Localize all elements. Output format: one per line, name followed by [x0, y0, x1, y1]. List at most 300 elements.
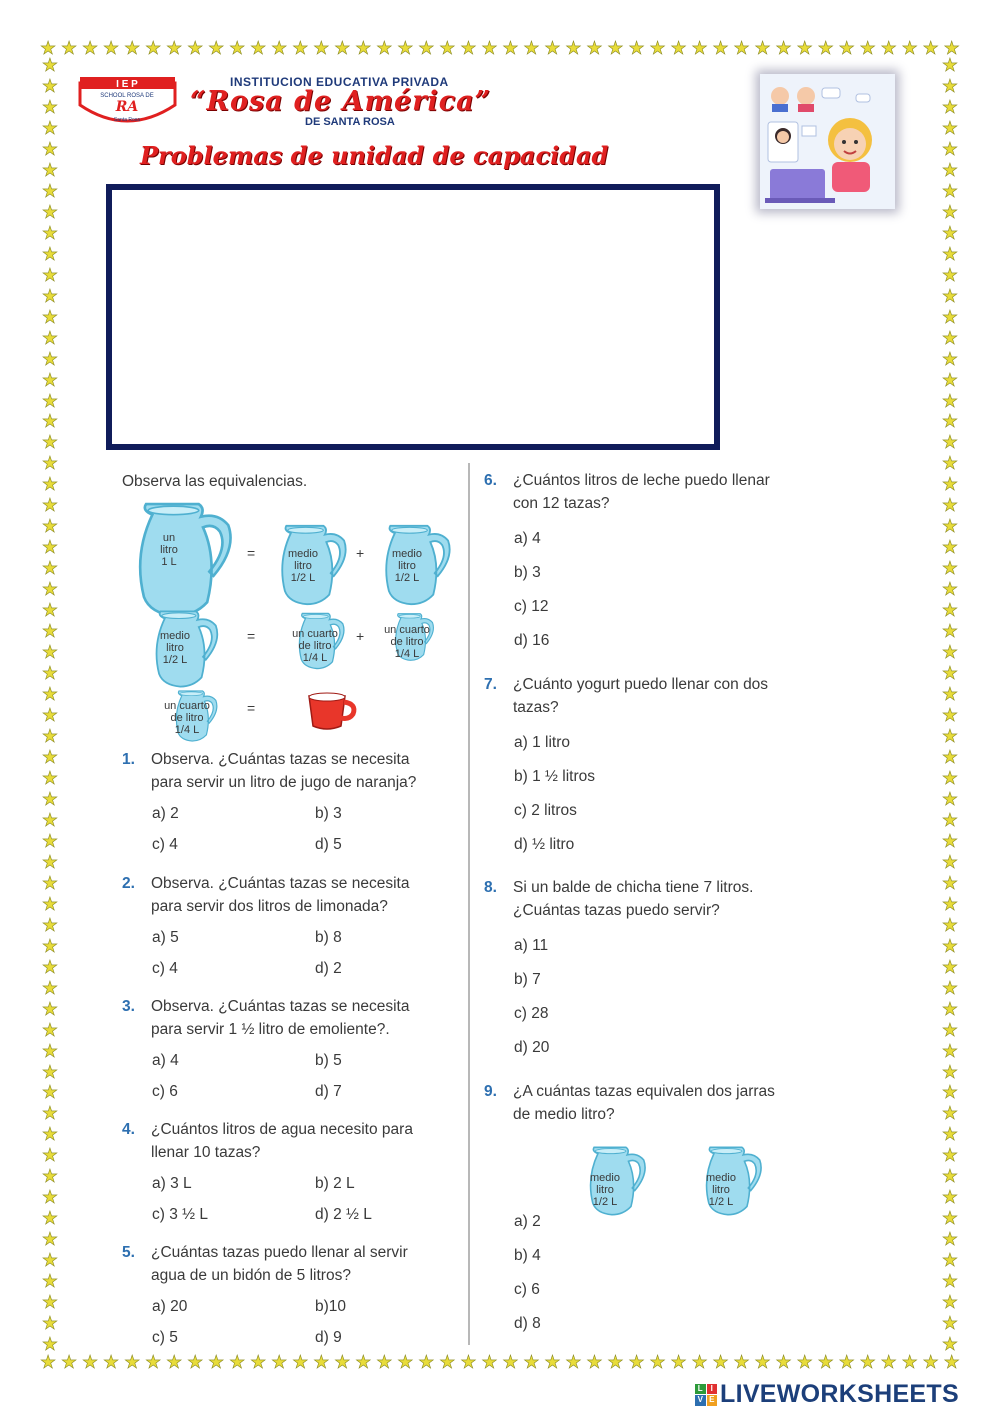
star-icon: ★ — [712, 1352, 729, 1372]
jug-label: un cuarto de litro 1/4 L — [384, 624, 430, 660]
question-number: 4. — [122, 1121, 135, 1138]
star-icon: ★ — [313, 38, 330, 58]
star-icon: ★ — [941, 872, 959, 893]
star-icon: ★ — [941, 1292, 959, 1313]
star-icon: ★ — [271, 1352, 288, 1372]
star-icon: ★ — [41, 600, 59, 621]
question-text-line: llenar 10 tazas? — [151, 1144, 261, 1161]
star-icon: ★ — [838, 1352, 855, 1372]
question-text-line: para servir dos litros de limonada? — [151, 898, 388, 915]
star-icon: ★ — [941, 998, 959, 1019]
star-icon: ★ — [796, 1352, 813, 1372]
star-icon: ★ — [502, 38, 519, 58]
star-icon: ★ — [941, 809, 959, 830]
jug-label: medio litro 1/2 L — [160, 630, 190, 666]
answer-option[interactable]: a) 1 litro — [514, 734, 570, 751]
star-icon: ★ — [41, 642, 59, 663]
star-icon: ★ — [208, 38, 225, 58]
star-icon: ★ — [41, 55, 59, 75]
question-text-line: ¿Cuántos litros de agua necesito para — [151, 1121, 413, 1138]
star-icon: ★ — [544, 38, 561, 58]
star-icon: ★ — [334, 1352, 351, 1372]
star-icon: ★ — [941, 1187, 959, 1208]
star-icon: ★ — [941, 726, 959, 746]
star-icon: ★ — [941, 956, 959, 977]
institution-label: INSTITUCION EDUCATIVA PRIVADA — [230, 75, 449, 89]
star-icon: ★ — [41, 159, 59, 180]
star-icon: ★ — [41, 348, 59, 369]
question-text-line: Si un balde de chicha tiene 7 litros. — [513, 879, 754, 896]
star-icon: ★ — [103, 1352, 120, 1372]
star-icon: ★ — [880, 38, 897, 58]
answer-option[interactable]: a) 4 — [514, 530, 541, 547]
star-icon: ★ — [922, 38, 939, 58]
question-number: 1. — [122, 751, 135, 768]
star-icon: ★ — [691, 1352, 708, 1372]
worksheet-title: Problemas de unidad de capacidad — [140, 141, 609, 170]
star-icon: ★ — [628, 38, 645, 58]
jug-label: medio litro 1/2 L — [392, 548, 422, 584]
question-text-line: agua de un bidón de 5 litros? — [151, 1267, 351, 1284]
star-icon: ★ — [607, 1352, 624, 1372]
answer-option[interactable]: b) 1 ½ litros — [514, 768, 595, 785]
answer-option[interactable]: d) 8 — [514, 1315, 541, 1332]
star-icon: ★ — [166, 1352, 183, 1372]
answer-option[interactable]: b) 3 — [514, 564, 541, 581]
star-icon: ★ — [145, 1352, 162, 1372]
star-icon: ★ — [41, 537, 59, 558]
question-number: 3. — [122, 998, 135, 1015]
star-icon: ★ — [943, 38, 960, 58]
plus-sign: + — [356, 545, 365, 561]
star-icon: ★ — [41, 998, 59, 1019]
star-icon: ★ — [41, 809, 59, 830]
answer-option[interactable]: b)10 — [315, 1298, 347, 1315]
question-text-line: para servir 1 ½ litro de emoliente?. — [151, 1021, 390, 1038]
star-icon: ★ — [712, 38, 729, 58]
star-icon: ★ — [41, 1187, 59, 1208]
star-icon: ★ — [941, 977, 959, 998]
star-icon: ★ — [41, 1313, 59, 1334]
star-icon: ★ — [41, 1271, 59, 1292]
star-icon: ★ — [586, 38, 603, 58]
star-icon: ★ — [41, 306, 59, 327]
question-number: 6. — [484, 472, 497, 489]
star-icon: ★ — [41, 558, 59, 579]
star-icon: ★ — [941, 705, 959, 726]
star-icon: ★ — [41, 432, 59, 453]
question-number: 8. — [484, 879, 497, 896]
star-icon: ★ — [941, 1313, 959, 1334]
star-icon: ★ — [941, 138, 959, 159]
red-cup-icon — [305, 692, 359, 737]
answer-option[interactable]: b) 2 L — [315, 1175, 355, 1192]
answer-option[interactable]: b) 7 — [514, 971, 541, 988]
star-icon: ★ — [41, 264, 59, 285]
star-icon: ★ — [397, 1352, 414, 1372]
star-icon: ★ — [941, 369, 959, 390]
answer-option[interactable]: c) 6 — [152, 1083, 178, 1100]
star-icon: ★ — [941, 1271, 959, 1292]
star-icon: ★ — [41, 201, 59, 222]
star-icon: ★ — [41, 893, 59, 914]
star-icon: ★ — [941, 327, 959, 348]
star-icon: ★ — [941, 495, 959, 516]
answer-option[interactable]: a) 20 — [152, 1298, 188, 1315]
star-icon: ★ — [941, 285, 959, 306]
star-icon: ★ — [271, 38, 288, 58]
star-icon: ★ — [481, 38, 498, 58]
star-icon: ★ — [40, 38, 57, 58]
star-icon: ★ — [41, 726, 59, 746]
star-icon: ★ — [941, 830, 959, 851]
media-placeholder-box[interactable] — [106, 184, 720, 450]
liveworksheets-brand[interactable] — [695, 1380, 959, 1409]
star-icon: ★ — [41, 411, 59, 432]
star-border-top — [40, 38, 960, 58]
question-text-line: ¿Cuántas tazas puedo servir? — [513, 902, 720, 919]
equals-sign: = — [247, 700, 256, 716]
observe-instruction: Observa las equivalencias. — [122, 473, 308, 490]
star-icon: ★ — [208, 1352, 225, 1372]
star-border-left — [40, 55, 60, 1355]
star-icon: ★ — [523, 38, 540, 58]
star-icon: ★ — [41, 1061, 59, 1082]
answer-option[interactable]: c) 12 — [514, 598, 549, 615]
star-icon: ★ — [941, 159, 959, 180]
star-icon: ★ — [41, 788, 59, 809]
star-icon: ★ — [41, 914, 59, 935]
star-icon: ★ — [941, 516, 959, 537]
star-icon: ★ — [607, 38, 624, 58]
star-icon: ★ — [941, 558, 959, 579]
star-icon: ★ — [41, 746, 59, 767]
star-icon: ★ — [649, 38, 666, 58]
star-icon: ★ — [187, 38, 204, 58]
question-text-line: de medio litro? — [513, 1106, 615, 1123]
star-icon: ★ — [941, 1145, 959, 1166]
star-icon: ★ — [817, 1352, 834, 1372]
star-icon: ★ — [41, 705, 59, 726]
star-icon: ★ — [41, 453, 59, 474]
star-icon: ★ — [41, 495, 59, 516]
star-icon: ★ — [941, 474, 959, 495]
star-icon: ★ — [670, 1352, 687, 1372]
star-icon: ★ — [41, 285, 59, 306]
star-icon: ★ — [941, 537, 959, 558]
question-text-line: con 12 tazas? — [513, 495, 610, 512]
answer-option[interactable]: d) 2 — [315, 960, 342, 977]
star-icon: ★ — [292, 1352, 309, 1372]
answer-option[interactable]: a) 3 L — [152, 1175, 192, 1192]
star-icon: ★ — [565, 38, 582, 58]
jug-label: medio litro 1/2 L — [288, 548, 318, 584]
answer-option[interactable]: a) 4 — [152, 1052, 179, 1069]
star-icon: ★ — [41, 369, 59, 390]
star-icon: ★ — [941, 75, 959, 96]
question-text-line: Observa. ¿Cuántas tazas se necesita — [151, 998, 410, 1015]
star-icon: ★ — [41, 956, 59, 977]
star-icon: ★ — [41, 96, 59, 117]
star-icon: ★ — [187, 1352, 204, 1372]
star-icon: ★ — [941, 1208, 959, 1229]
star-icon: ★ — [41, 977, 59, 998]
star-icon: ★ — [41, 1208, 59, 1229]
star-icon: ★ — [124, 38, 141, 58]
star-icon: ★ — [943, 1352, 960, 1372]
logo-ring-text: SCHOOL ROSA DE — [100, 93, 154, 99]
star-icon: ★ — [41, 663, 59, 684]
star-icon: ★ — [880, 1352, 897, 1372]
liveworksheets-icon: L I V E — [695, 1384, 717, 1406]
star-icon: ★ — [817, 38, 834, 58]
star-icon: ★ — [61, 1352, 78, 1372]
star-icon: ★ — [859, 1352, 876, 1372]
answer-option[interactable]: d) 5 — [315, 836, 342, 853]
star-icon: ★ — [41, 1124, 59, 1145]
star-icon: ★ — [941, 621, 959, 642]
star-icon: ★ — [941, 1229, 959, 1250]
answer-option[interactable]: b) 3 — [315, 805, 342, 822]
star-icon: ★ — [941, 600, 959, 621]
star-icon: ★ — [376, 38, 393, 58]
star-icon: ★ — [941, 1082, 959, 1103]
star-icon: ★ — [229, 38, 246, 58]
question-text-line: tazas? — [513, 699, 559, 716]
star-icon: ★ — [41, 117, 59, 138]
star-icon: ★ — [397, 38, 414, 58]
star-icon: ★ — [41, 621, 59, 642]
star-icon: ★ — [41, 1334, 59, 1355]
star-icon: ★ — [941, 746, 959, 767]
jug-label: un cuarto de litro 1/4 L — [292, 628, 338, 664]
star-icon: ★ — [941, 767, 959, 788]
star-icon: ★ — [229, 1352, 246, 1372]
star-icon: ★ — [941, 117, 959, 138]
answer-option[interactable]: b) 4 — [514, 1247, 541, 1264]
answer-option[interactable]: a) 11 — [514, 937, 549, 954]
star-icon: ★ — [565, 1352, 582, 1372]
star-icon: ★ — [754, 1352, 771, 1372]
star-icon: ★ — [41, 243, 59, 264]
answer-option[interactable]: d) 9 — [315, 1329, 342, 1346]
star-icon: ★ — [941, 642, 959, 663]
equals-sign: = — [247, 545, 256, 561]
star-icon: ★ — [941, 935, 959, 956]
star-icon: ★ — [481, 1352, 498, 1372]
star-icon: ★ — [376, 1352, 393, 1372]
answer-option[interactable]: d) 2 ½ L — [315, 1206, 372, 1223]
star-icon: ★ — [41, 579, 59, 600]
star-icon: ★ — [41, 1229, 59, 1250]
star-icon: ★ — [460, 38, 477, 58]
star-icon: ★ — [166, 38, 183, 58]
star-icon: ★ — [901, 38, 918, 58]
star-icon: ★ — [941, 348, 959, 369]
star-icon: ★ — [41, 872, 59, 893]
question-text-line: ¿Cuánto yogurt puedo llenar con dos — [513, 676, 769, 693]
answer-option[interactable]: c) 5 — [152, 1329, 178, 1346]
jug-label: un cuarto de litro 1/4 L — [164, 700, 210, 736]
answer-option[interactable]: a) 2 — [514, 1213, 541, 1230]
answer-option[interactable]: a) 2 — [152, 805, 179, 822]
star-icon: ★ — [41, 1082, 59, 1103]
star-icon: ★ — [941, 684, 959, 705]
star-icon: ★ — [941, 1334, 959, 1355]
star-icon: ★ — [250, 38, 267, 58]
answer-option[interactable]: c) 4 — [152, 836, 178, 853]
answer-option[interactable]: c) 2 litros — [514, 802, 577, 819]
star-icon: ★ — [41, 935, 59, 956]
logo-initials: RA — [115, 99, 139, 115]
star-icon: ★ — [61, 38, 78, 58]
star-icon: ★ — [41, 1166, 59, 1187]
logo-top-text: I E P — [116, 79, 138, 90]
star-icon: ★ — [941, 663, 959, 684]
star-icon: ★ — [838, 38, 855, 58]
star-icon: ★ — [941, 1166, 959, 1187]
jug-label: medio litro 1/2 L — [590, 1172, 620, 1208]
question-text-line: ¿Cuántos litros de leche puedo llenar — [513, 472, 770, 489]
star-icon: ★ — [41, 1292, 59, 1313]
question-text-line: Observa. ¿Cuántas tazas se necesita — [151, 751, 410, 768]
answer-option[interactable]: b) 5 — [315, 1052, 342, 1069]
star-icon: ★ — [41, 75, 59, 96]
star-icon: ★ — [922, 1352, 939, 1372]
question-number: 2. — [122, 875, 135, 892]
star-icon: ★ — [941, 1019, 959, 1040]
star-icon: ★ — [460, 1352, 477, 1372]
star-icon: ★ — [649, 1352, 666, 1372]
star-icon: ★ — [41, 830, 59, 851]
answer-option[interactable]: d) 20 — [514, 1039, 550, 1056]
star-icon: ★ — [41, 138, 59, 159]
star-icon: ★ — [628, 1352, 645, 1372]
star-icon: ★ — [941, 453, 959, 474]
star-icon: ★ — [941, 243, 959, 264]
answer-option[interactable]: c) 6 — [514, 1281, 540, 1298]
question-text-line: ¿A cuántas tazas equivalen dos jarras — [513, 1083, 775, 1100]
star-icon: ★ — [941, 1124, 959, 1145]
logo-bottom-text: Santa Rosa — [113, 117, 141, 123]
star-icon: ★ — [41, 222, 59, 243]
answer-option[interactable]: c) 4 — [152, 960, 178, 977]
star-icon: ★ — [292, 38, 309, 58]
star-icon: ★ — [523, 1352, 540, 1372]
location-label: DE SANTA ROSA — [305, 116, 395, 128]
plus-sign: + — [356, 628, 365, 644]
star-icon: ★ — [82, 1352, 99, 1372]
star-icon: ★ — [733, 1352, 750, 1372]
star-icon: ★ — [41, 327, 59, 348]
star-icon: ★ — [941, 201, 959, 222]
star-icon: ★ — [941, 411, 959, 432]
answer-option[interactable]: c) 3 ½ L — [152, 1206, 208, 1223]
star-icon: ★ — [941, 893, 959, 914]
star-icon: ★ — [124, 1352, 141, 1372]
star-icon: ★ — [691, 38, 708, 58]
star-icon: ★ — [41, 1250, 59, 1271]
star-icon: ★ — [41, 474, 59, 495]
column-divider — [468, 463, 470, 1345]
star-icon: ★ — [502, 1352, 519, 1372]
star-icon: ★ — [941, 390, 959, 411]
star-icon: ★ — [775, 1352, 792, 1372]
star-icon: ★ — [941, 55, 959, 75]
star-icon: ★ — [41, 1145, 59, 1166]
star-border-bottom — [40, 1352, 960, 1372]
star-icon: ★ — [941, 432, 959, 453]
star-icon: ★ — [941, 264, 959, 285]
star-icon: ★ — [670, 38, 687, 58]
star-icon: ★ — [355, 1352, 372, 1372]
star-icon: ★ — [103, 38, 120, 58]
school-name: “Rosa de América” — [190, 86, 492, 117]
star-icon: ★ — [40, 1352, 57, 1372]
star-icon: ★ — [941, 96, 959, 117]
star-icon: ★ — [418, 1352, 435, 1372]
question-text-line: para servir un litro de jugo de naranja? — [151, 774, 417, 791]
star-icon: ★ — [859, 38, 876, 58]
star-icon: ★ — [754, 38, 771, 58]
star-icon: ★ — [250, 1352, 267, 1372]
star-icon: ★ — [313, 1352, 330, 1372]
star-icon: ★ — [439, 1352, 456, 1372]
equals-sign: = — [247, 628, 256, 644]
answer-option[interactable]: a) 5 — [152, 929, 179, 946]
star-icon: ★ — [796, 38, 813, 58]
star-icon: ★ — [941, 180, 959, 201]
star-icon: ★ — [941, 788, 959, 809]
star-icon: ★ — [41, 1040, 59, 1061]
star-icon: ★ — [941, 579, 959, 600]
star-icon: ★ — [733, 38, 750, 58]
star-icon: ★ — [82, 38, 99, 58]
question-number: 9. — [484, 1083, 497, 1100]
jug-label: un litro 1 L — [160, 532, 178, 568]
star-icon: ★ — [901, 1352, 918, 1372]
answer-option[interactable]: b) 8 — [315, 929, 342, 946]
answer-option[interactable]: d) 7 — [315, 1083, 342, 1100]
star-icon: ★ — [145, 38, 162, 58]
jug-label: medio litro 1/2 L — [706, 1172, 736, 1208]
star-icon: ★ — [941, 851, 959, 872]
star-icon: ★ — [418, 38, 435, 58]
star-icon: ★ — [41, 851, 59, 872]
star-icon: ★ — [41, 516, 59, 537]
star-icon: ★ — [941, 306, 959, 327]
star-icon: ★ — [941, 1250, 959, 1271]
star-icon: ★ — [41, 390, 59, 411]
star-icon: ★ — [355, 38, 372, 58]
answer-option[interactable]: d) ½ litro — [514, 836, 575, 853]
star-icon: ★ — [941, 1103, 959, 1124]
star-icon: ★ — [941, 1040, 959, 1061]
star-icon: ★ — [41, 684, 59, 705]
school-logo — [75, 75, 180, 130]
star-icon: ★ — [775, 38, 792, 58]
online-class-illustration — [760, 74, 895, 209]
answer-option[interactable]: d) 16 — [514, 632, 550, 649]
question-number: 7. — [484, 676, 497, 693]
star-icon: ★ — [941, 1061, 959, 1082]
star-border-right — [940, 55, 960, 1355]
star-icon: ★ — [41, 767, 59, 788]
star-icon: ★ — [941, 222, 959, 243]
star-icon: ★ — [41, 1019, 59, 1040]
liveworksheets-wordmark: LIVEWORKSHEETS — [720, 1380, 959, 1408]
answer-option[interactable]: c) 28 — [514, 1005, 549, 1022]
